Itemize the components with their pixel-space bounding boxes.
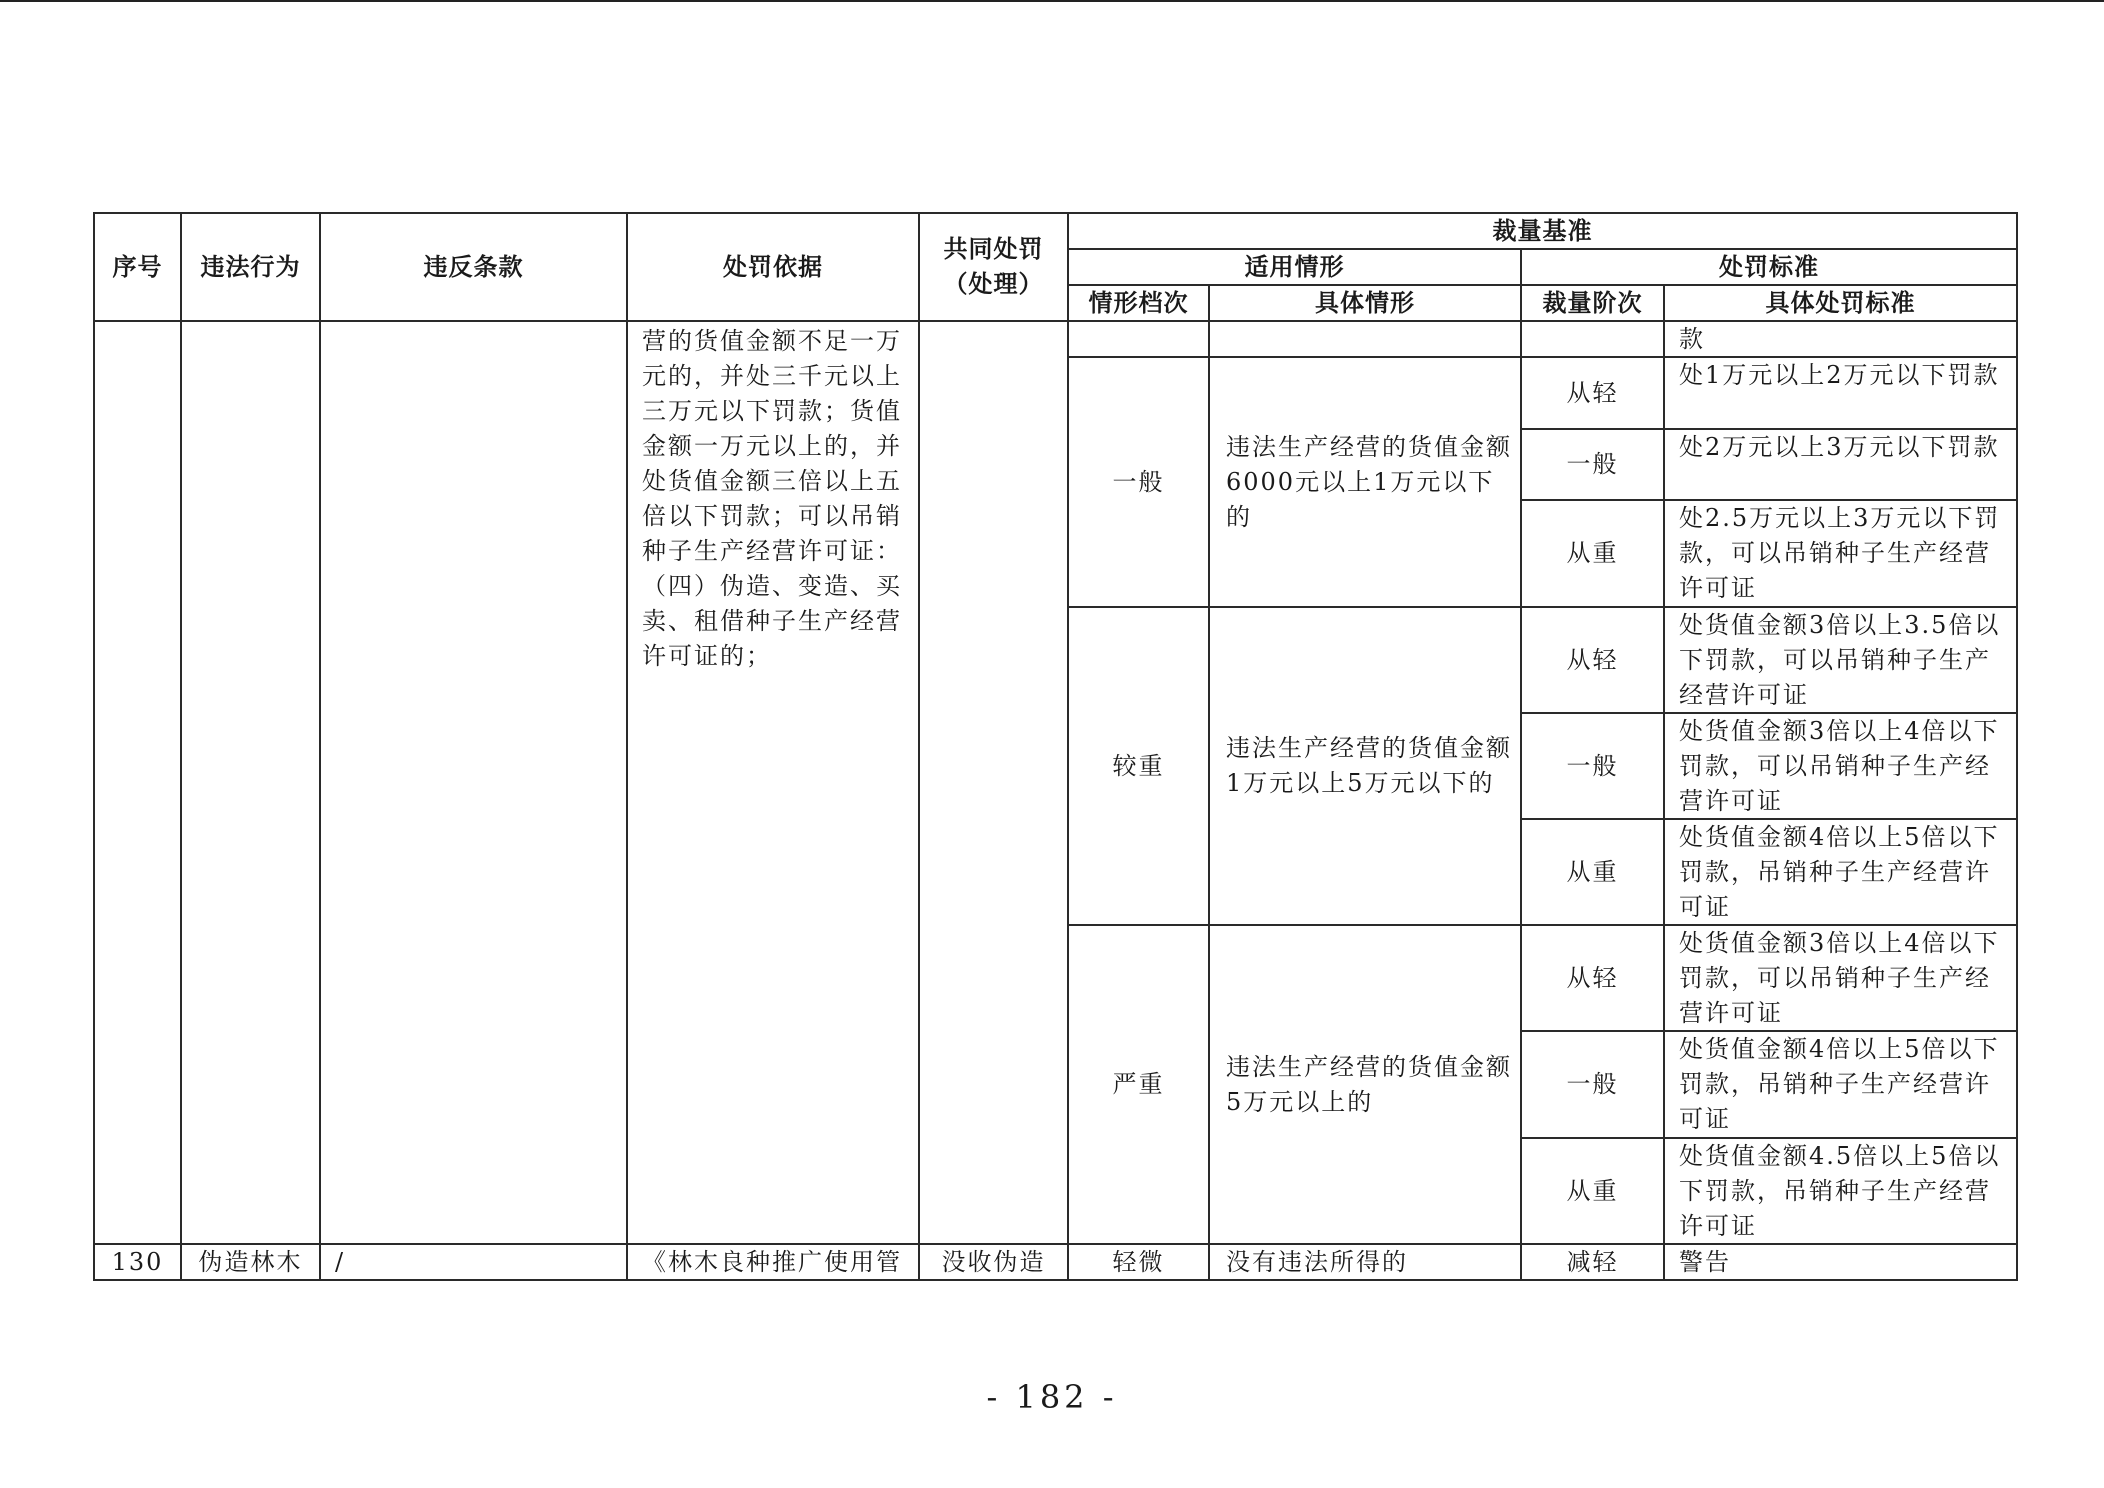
- header-joint: [920, 214, 1067, 320]
- row-130-basis: 《林木良种推广使用管: [642, 1248, 902, 1276]
- tier-cell: 从轻: [1566, 378, 1619, 407]
- row-130-clause: /: [335, 1248, 346, 1276]
- tier-cell: 从轻: [1566, 963, 1619, 992]
- level-cell: 较重: [1112, 751, 1165, 780]
- row-130-tier: 减轻: [1566, 1247, 1619, 1276]
- header-clause: 违反条款: [423, 252, 524, 281]
- tier-cell: 一般: [1566, 1070, 1619, 1098]
- penalty-cell: 处货值金额4.5倍以上5倍以下罚款，吊销种子生产经营许可证: [1679, 1142, 2001, 1240]
- header-penalty-standard: 处罚标准: [1719, 252, 1819, 281]
- tier-cell: 一般: [1566, 751, 1619, 780]
- table-line: [93, 212, 95, 1281]
- row-130-behavior: 伪造林木: [198, 1247, 303, 1276]
- header-seq: 序号: [112, 252, 163, 281]
- tier-cell: 从重: [1566, 857, 1619, 886]
- row-130-level: 轻微: [1112, 1247, 1165, 1276]
- header-specific-standard: 具体处罚标准: [1765, 288, 1916, 317]
- header-applicable: 适用情形: [1244, 252, 1345, 281]
- page-number: - 182 -: [986, 1378, 1118, 1416]
- penalty-cell: 处货值金额4倍以上5倍以下罚款，吊销种子生产经营许可证: [1679, 823, 2000, 921]
- basis-text: 营的货值金额不足一万元的，并处三千元以上三万元以下罚款；货值金额一万元以上的，并处货值金额三倍以上五倍以下罚款；可以吊销种子生产经营许可证：（四）伪造、变造、买卖、租借种子生产经营许可证的；: [642, 327, 902, 670]
- level-cell: 一般: [1112, 467, 1165, 496]
- penalty-cell: 处2.5万元以上3万元以下罚款，可以吊销种子生产经营许可证: [1679, 504, 2001, 602]
- situation-cell: 违法生产经营的货值金额5万元以上的: [1226, 1052, 1512, 1116]
- header-tier: 裁量阶次: [1542, 288, 1643, 317]
- penalty-cell: 处2万元以上3万元以下罚款: [1679, 433, 2000, 461]
- row-130-joint: 没收伪造: [941, 1247, 1046, 1276]
- header-joint-line2: （处理）: [943, 270, 1044, 298]
- penalty-cell: 处货值金额3倍以上4倍以下罚款，可以吊销种子生产经营许可证: [1679, 717, 2000, 815]
- penalty-cell: 处货值金额3倍以上3.5倍以下罚款，可以吊销种子生产经营许可证: [1679, 611, 2001, 709]
- tier-cell: 从重: [1566, 539, 1619, 567]
- table-line: [180, 212, 182, 1281]
- header-standard: 裁量基准: [1492, 216, 1593, 245]
- table-line: [2016, 212, 2018, 1281]
- penalty-cell: 处货值金额3倍以上4倍以下罚款，可以吊销种子生产经营许可证: [1679, 929, 2000, 1027]
- header-basis: 处罚依据: [723, 252, 823, 281]
- tier-cell: 从轻: [1566, 645, 1619, 674]
- table-line: [319, 212, 321, 1281]
- table-line: [93, 1279, 2018, 1281]
- row-130-penalty: 警告: [1679, 1248, 1731, 1276]
- penalty-cell: 处1万元以上2万元以下罚款: [1679, 361, 2000, 389]
- header-joint-line1: 共同处罚: [943, 235, 1044, 263]
- first-row-penalty: 款: [1679, 325, 1705, 353]
- header-behavior: 违法行为: [200, 252, 301, 281]
- situation-cell: 违法生产经营的货值金额1万元以上5万元以下的: [1226, 734, 1512, 797]
- penalty-cell: 处货值金额4倍以上5倍以下罚款，吊销种子生产经营许可证: [1679, 1035, 2000, 1133]
- tier-cell: 从重: [1566, 1176, 1619, 1205]
- level-cell: 严重: [1112, 1070, 1165, 1098]
- header-specific: 具体情形: [1315, 288, 1415, 317]
- table-line: [918, 212, 920, 1281]
- situation-cell: 违法生产经营的货值金额6000元以上1万元以下的: [1226, 432, 1512, 531]
- row-130-seq: 130: [111, 1247, 164, 1276]
- row-130-situation: 没有违法所得的: [1226, 1247, 1408, 1276]
- tier-cell: 一般: [1566, 450, 1619, 478]
- header-level: 情形档次: [1088, 288, 1189, 317]
